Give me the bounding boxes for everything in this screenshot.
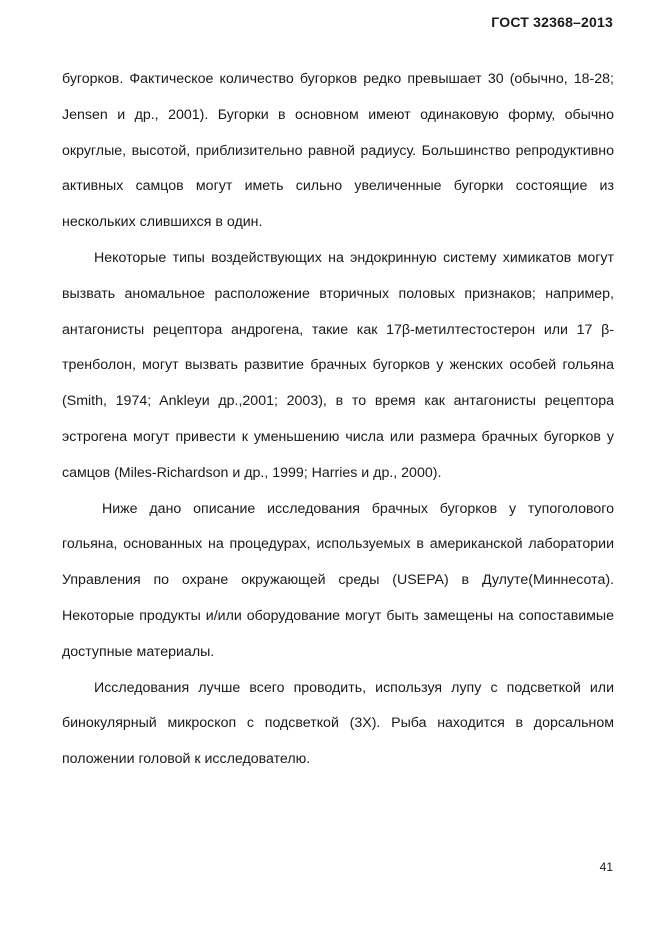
- paragraph-study-description: Ниже дано описание исследования брачных бугорков у тупоголового гольяна, основанных на процедурах, используемых в американской лаборатории Управления по охране окружающей среды (USEPA) в Дулуте(Миннесота). Некоторые продукты и/или оборудование могут быть замещены на сопоставимые доступные материалы.: [62, 500, 614, 660]
- paragraph-endocrine-chemicals: Некоторые типы воздействующих на эндокринную систему химикатов могут вызвать аномальное расположение вторичных половых признаков; например, антагонисты рецептора андрогена, такие как 17β-метилтестостерон или 17 β-тренболон, могут вызвать развитие брачных бугорков у женских особей гольяна (Smith, 1974; Ankleyи др.,2001; 2003), в то время как антагонисты рецептора эстрогена могут привести к уменьшению числа или размера брачных бугорков у самцов (Miles-Richardson и др., 1999; Harries и др., 2000).: [62, 249, 614, 481]
- body-text: [62, 62, 614, 778]
- document-code-header: ГОСТ 32368–2013: [491, 14, 613, 30]
- paragraph-study-method: Исследования лучше всего проводить, используя лупу с подсветкой или бинокулярный микроскоп с подсветкой (3X). Рыба находится в дорсальном положении головой к исследователю.: [62, 679, 614, 768]
- page-number: 41: [599, 860, 613, 874]
- paragraph-continuation: бугорков. Фактическое количество бугорков редко превышает 30 (обычно, 18-28; Jensen и др., 2001). Бугорки в основном имеют одинаковую форму, обычно округлые, высотой, приблизительно равной радиусу. Большинство репродуктивно активных самцов могут иметь сильно увеличенные бугорки состоящие из нескольких слившихся в один.: [62, 71, 614, 231]
